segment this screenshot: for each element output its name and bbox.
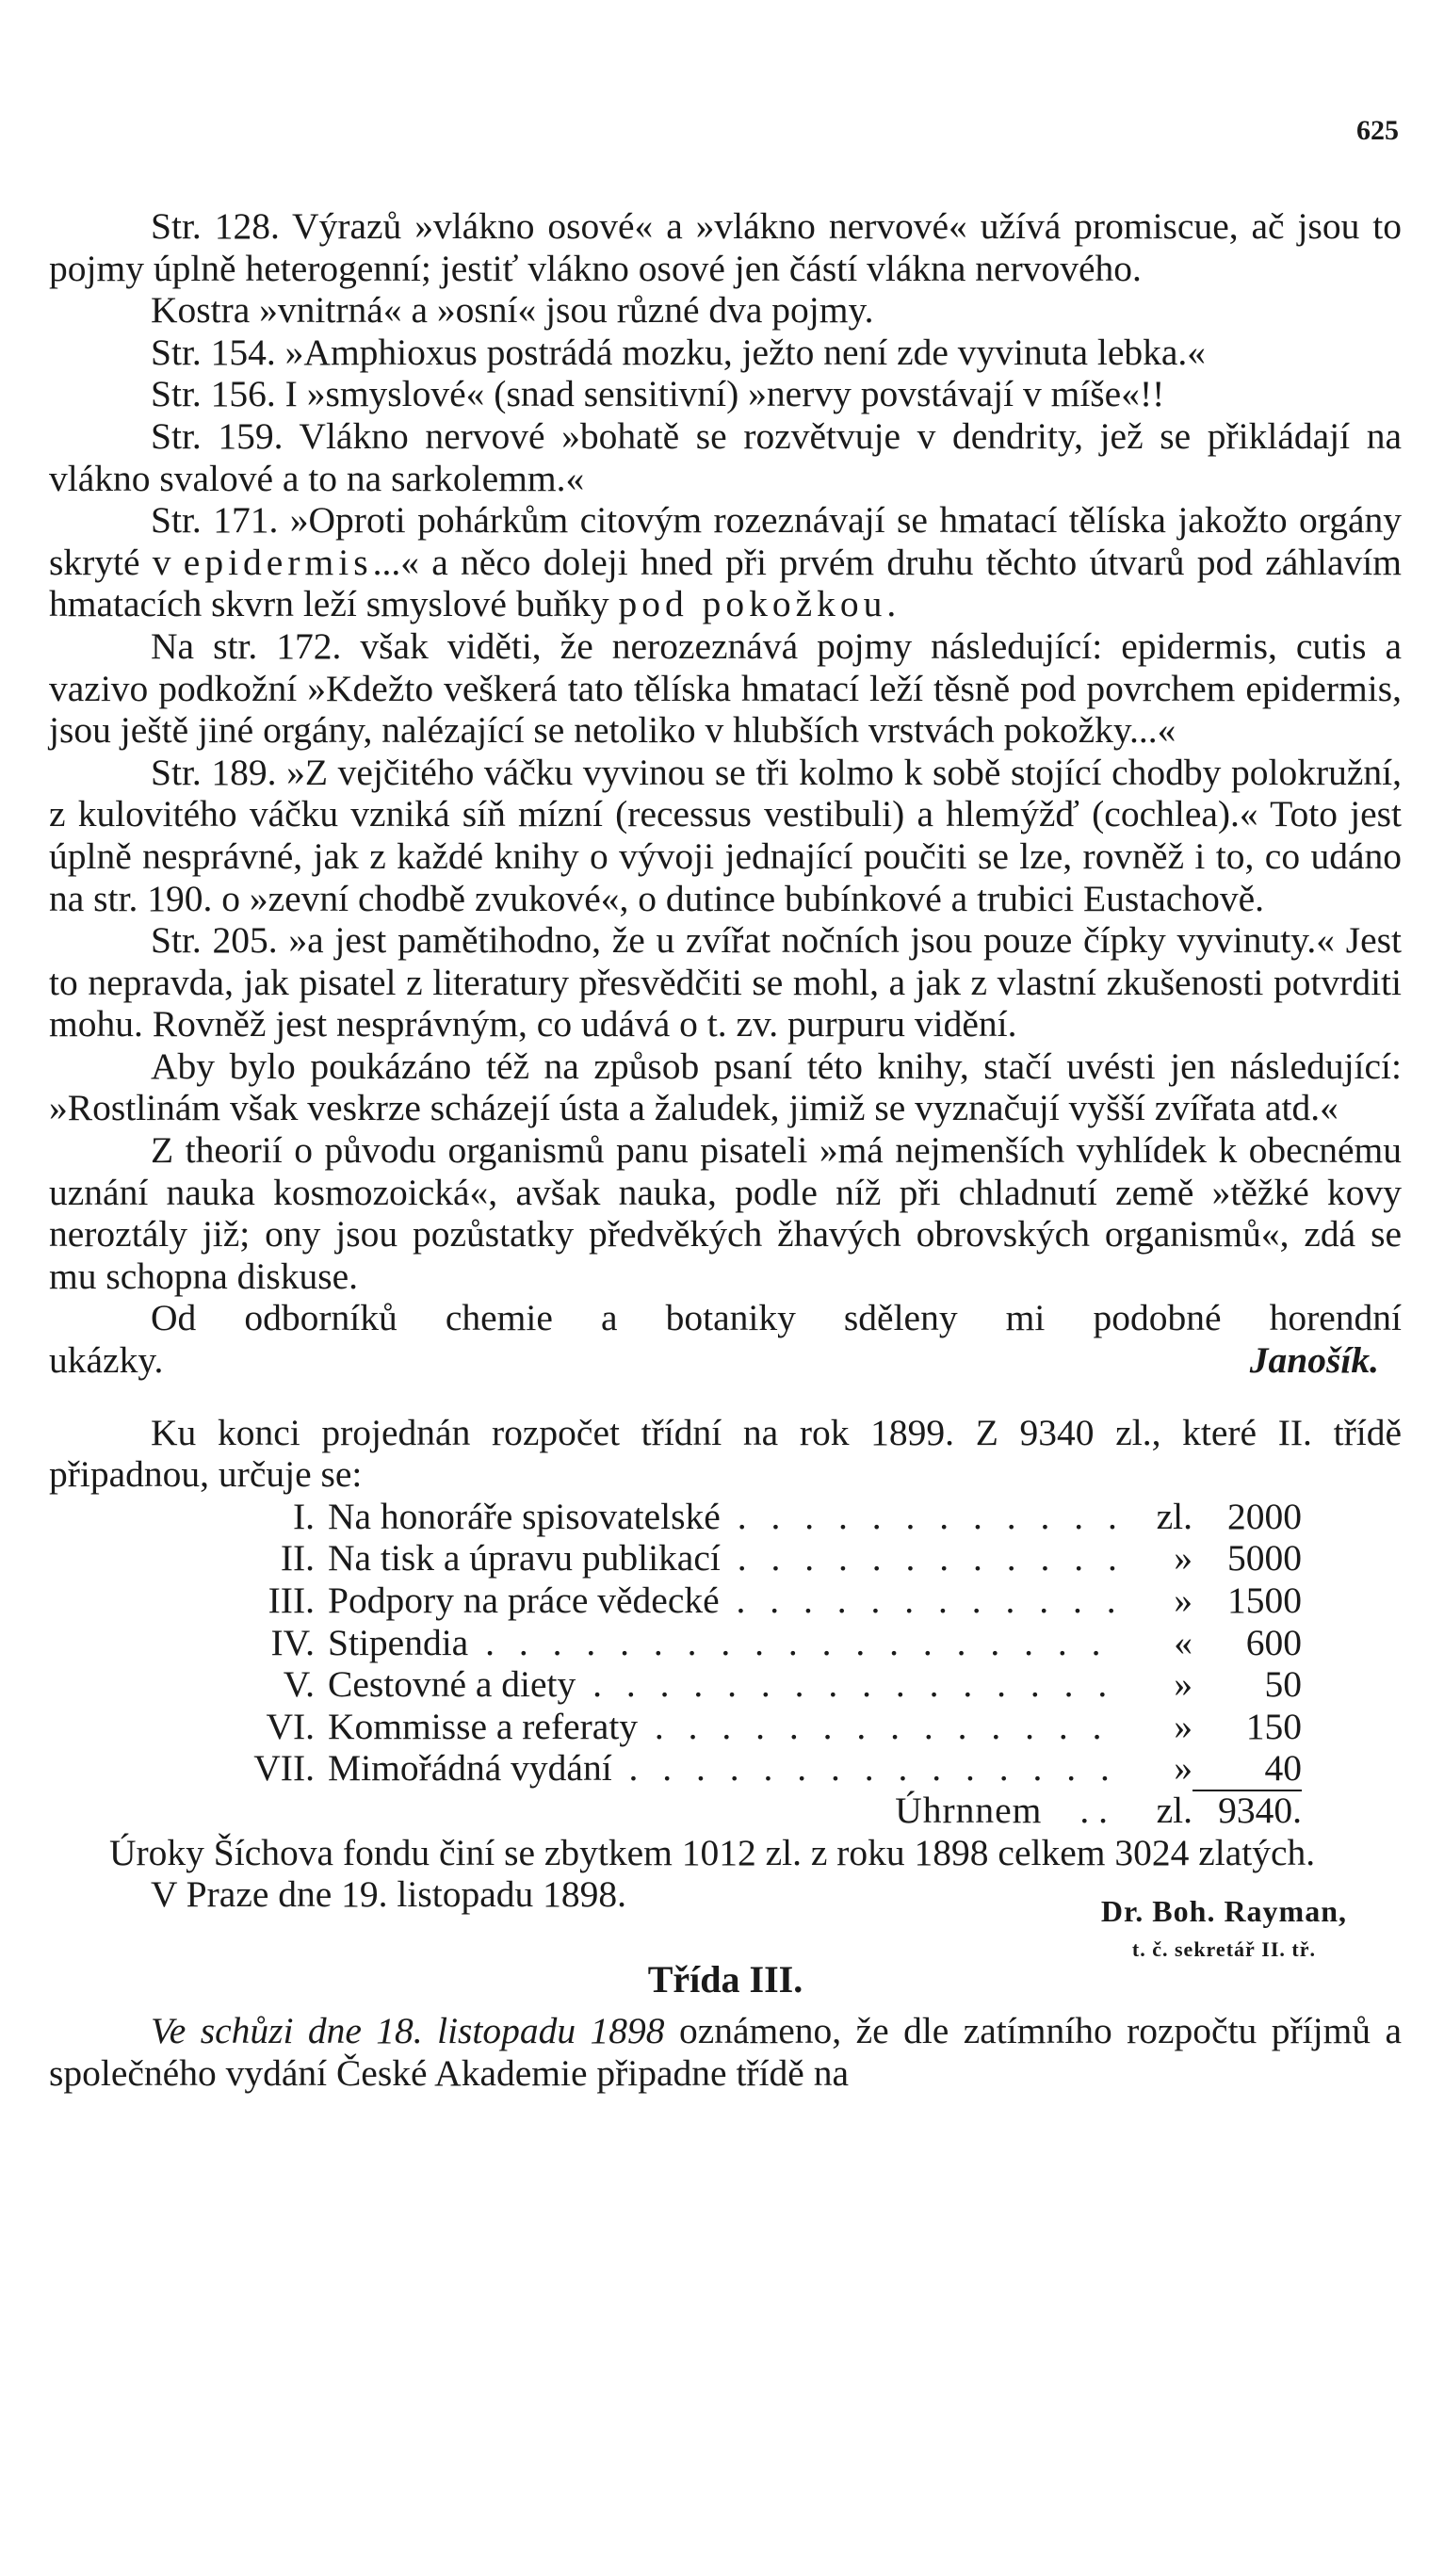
paragraph: Aby bylo poukázáno též na způsob psaní této knihy, stačí uvésti jen následující: »Rostlinám však veskrze scházejí ústa a žaludek, jimiž se vyznačují vyšší zvířata atd.« [49, 1045, 1402, 1129]
total-unit: zl. [1156, 1789, 1193, 1831]
paragraph: Na str. 172. však viděti, že nerozeznává pojmy následující: epidermis, cutis a vazivo podkožní »Kdežto veškerá tato tělíska hmatací leží těsně pod povrchem epidermis, jsou ještě jiné orgány, nalézající se netoliko v hlubších vrstvách pokožky...« [49, 624, 1402, 752]
signer-role: t. č. sekretář II. tř. [1131, 1936, 1316, 1961]
total-amount: 9340. [1218, 1789, 1302, 1831]
budget-row [237, 1706, 1302, 1748]
budget-label: Na honoráře spisovatelské . . . [328, 1496, 1127, 1538]
budget-unit: » [1174, 1747, 1193, 1790]
budget-row [237, 1580, 1302, 1622]
budget-number: III. [268, 1580, 315, 1621]
total-dots: . . [1079, 1789, 1108, 1831]
final-paragraph [49, 2010, 1402, 2094]
budget-label: Stipendia . . . [328, 1622, 1127, 1664]
budget-label: Na tisk a úpravu publikací . . . [328, 1537, 1127, 1580]
budget-label: Podpory na práce vědecké . . . [328, 1580, 1127, 1622]
interest-paragraph: Úroky Šíchova fondu činí se zbytkem 1012 zl. z roku 1898 celkem 3024 zlatých. [109, 1831, 1316, 1873]
budget-unit: zl. [1156, 1495, 1193, 1537]
budget-number: VII. [253, 1747, 315, 1790]
signature-line [49, 1339, 1402, 1382]
paragraph: Z theorií o původu organismů panu pisateli »má nejmenších vyhlídek k obecnému uznání nauka kosmozoická«, avšak nauka, podle níž při chladnutí země »těžké kovy neroztály již; ony jsou pozůstatky předvěkých žhavých obrovských organismů«, zdá se mu schopna diskuse. [49, 1129, 1402, 1297]
paragraph: Kostra »vnitrná« a »osní« jsou různé dva pojmy. [151, 289, 874, 332]
place-date: V Praze dne 19. listopadu 1898. [151, 1873, 627, 1916]
budget-amount: 5000 [1227, 1537, 1302, 1580]
page-number: 625 [1356, 115, 1399, 146]
budget-total [237, 1790, 1302, 1832]
paragraph: Str. 128. Výrazů »vlákno osové« a »vlákno nervové« užívá promiscue, ač jsou to pojmy úplně heterogenní; jestiť vlákno osové jen částí vlákna nervového. [49, 205, 1402, 289]
budget-amount: 600 [1245, 1621, 1302, 1663]
budget-unit: » [1174, 1580, 1193, 1621]
paragraph: Str. 205. »a jest pamětihodno, že u zvířat nočních jsou pouze čípky vyvinuty.« Jest to nepravda, jak pisatel z literatury přesvědčiti se mohl, a jak z vlastní zkušenosti potvrditi mohu. Rovněž jest nesprávným, co udává o t. zv. purpuru vidění. [49, 919, 1402, 1045]
budget-amount: 150 [1245, 1705, 1302, 1747]
author-signature: Janošík. [1249, 1339, 1379, 1382]
budget-unit: » [1174, 1663, 1193, 1706]
budget-number: IV. [270, 1621, 315, 1663]
place-date-line [49, 1873, 1402, 1961]
text-run: oznámeno, že dle zatímního rozpočtu příjmů a společného vydání České Akademie připadne třídě na [49, 2010, 1402, 2094]
text-run: . [886, 583, 897, 625]
paragraph: Str. 154. »Amphioxus postrádá mozku, ježto není zde vyvinuta lebka.« [151, 331, 1207, 373]
italic-date: Ve schůzi dne 18. listopadu 1898 [151, 2010, 665, 2052]
budget-amount: 40 [1193, 1747, 1302, 1791]
paragraph: Str. 156. I »smyslové« (snad sensitivní) »nervy povstávají v míše«!! [151, 373, 1165, 415]
spaced-term: pod pokožkou [618, 583, 887, 625]
budget-table [237, 1496, 1302, 1832]
paragraph-171 [49, 499, 1402, 625]
budget-row [237, 1747, 1302, 1790]
budget-unit: « [1174, 1621, 1193, 1663]
paragraph: Str. 189. »Z vejčitého váčku vyvinou se tři kolmo k sobě stojící chodby polokružní, z kulovitého váčku vzniká síň mízní (recessus vestibuli) a hlemýžď (cochlea).« Toto jest úplně nesprávné, jak z každé knihy o vývoji jednající poučiti se lze, rovněž i to, co udáno na str. 190. o »zevní chodbě zvukové«, o dutince bubínkové a trubici Eustachově. [49, 751, 1402, 919]
budget-unit: » [1174, 1537, 1193, 1580]
budget-unit: » [1174, 1705, 1193, 1747]
budget-number: I. [292, 1495, 315, 1537]
budget-amount: 1500 [1227, 1580, 1302, 1621]
budget-row [237, 1537, 1302, 1580]
text-run: Str. 171. »Oproti pohárkům citovým rozeznávají se hmatací tělíska jakožto orgány skryté v [49, 499, 1402, 583]
budget-row [237, 1622, 1302, 1664]
closing-word: ukázky. [49, 1339, 164, 1382]
signer-block [1101, 1890, 1347, 1970]
budget-label: Mimořádná vydání . . . [328, 1747, 1127, 1790]
budget-number: II. [280, 1537, 315, 1580]
paragraph: Od odborníků chemie a botaniky sděleny mi podobné horendní [151, 1297, 1402, 1339]
signer-name: Dr. Boh. Rayman, [1100, 1894, 1347, 1929]
total-label: Úhrnnem [895, 1789, 1043, 1831]
budget-amount: 50 [1264, 1663, 1302, 1706]
paragraph: Str. 159. Vlákno nervové »bohatě se rozvětvuje v dendrity, jež se přikládají na vlákno svalové a to na sarkolemm.« [49, 414, 1402, 499]
budget-row [237, 1496, 1302, 1538]
section-heading: Třída III. [647, 1957, 803, 2001]
budget-row [237, 1663, 1302, 1706]
budget-intro: Ku konci projednán rozpočet třídní na rok 1899. Z 9340 zl., které II. třídě připadnou, určuje se: [49, 1411, 1402, 1496]
text-run: ...« a něco doleji hned při prvém druhu těchto útvarů pod záhlavím hmatacích skvrn leží smyslové buňky [49, 541, 1402, 625]
budget-label: Kommisse a referaty . . . [328, 1706, 1127, 1748]
budget-amount: 2000 [1227, 1495, 1302, 1537]
spaced-term: epidermis [183, 541, 373, 583]
budget-label: Cestovné a diety . . . [328, 1663, 1127, 1706]
budget-number: V. [283, 1663, 315, 1706]
budget-number: VI. [266, 1705, 315, 1747]
document-body [49, 205, 1402, 2095]
